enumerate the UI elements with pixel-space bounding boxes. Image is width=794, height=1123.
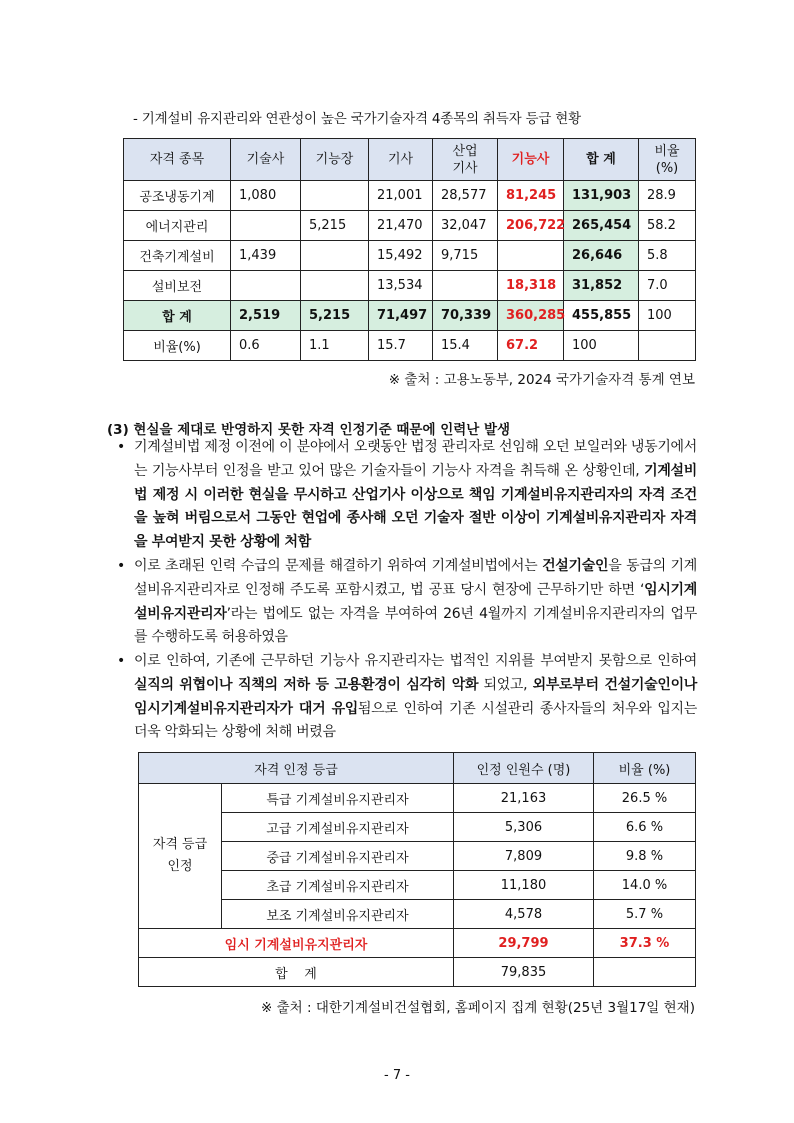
- cell-count: 11,180: [454, 871, 594, 900]
- bold-run: 임시기계설비유지관리자: [134, 581, 697, 622]
- cell-ratio: 5.8: [639, 241, 696, 271]
- bold-run: 건설기술인: [542, 558, 609, 574]
- bullet-paragraph-1: [117, 436, 697, 555]
- cell: 21,470: [369, 211, 433, 241]
- table-row: [139, 900, 696, 929]
- bullet-icon: •: [117, 439, 126, 455]
- table-header-row: [139, 753, 696, 784]
- cell-total: 131,903: [564, 181, 639, 211]
- header-cell: 비율 (%): [639, 139, 696, 181]
- cell-total: 265,454: [564, 211, 639, 241]
- cell: 0.6: [231, 331, 301, 361]
- bullet-paragraph-3: [117, 650, 697, 745]
- cell: [301, 181, 369, 211]
- header-cell: 기능사: [498, 139, 564, 181]
- table-row-temp: [139, 929, 696, 958]
- cell-ratio: 58.2: [639, 211, 696, 241]
- cell-grade: 초급 기계설비유지관리자: [222, 871, 454, 900]
- cell: 2,519: [231, 301, 301, 331]
- cell-count: 79,835: [454, 958, 594, 987]
- cell-highlight: 18,318: [498, 271, 564, 301]
- cell-count: 5,306: [454, 813, 594, 842]
- cell-highlight: [498, 241, 564, 271]
- cell: [231, 211, 301, 241]
- cell: 5,215: [301, 211, 369, 241]
- cell-total: 26,646: [564, 241, 639, 271]
- cell: 13,534: [369, 271, 433, 301]
- cell: 32,047: [433, 211, 498, 241]
- cell-ratio: 9.8 %: [594, 842, 696, 871]
- cell-ratio: 37.3 %: [594, 929, 696, 958]
- cell-highlight: 81,245: [498, 181, 564, 211]
- table-row: [124, 181, 696, 211]
- cell-grade: 고급 기계설비유지관리자: [222, 813, 454, 842]
- cell-ratio: [639, 331, 696, 361]
- table2-source: ※ 출처 : 대한기계설비건설협회, 홈페이지 집계 현황(25년 3월17일 현재): [261, 1000, 695, 1016]
- cell-name: 공조냉동기계: [124, 181, 231, 211]
- cell-ratio: 14.0 %: [594, 871, 696, 900]
- text-run: 이로 인하여, 기존에 근무하던 기능사 유지관리자는 법적인 지위를 부여받지 못함으로 인하여: [134, 653, 697, 669]
- cell-grade: 특급 기계설비유지관리자: [222, 784, 454, 813]
- cell-name: 비율(%): [124, 331, 231, 361]
- cell-ratio: 28.9: [639, 181, 696, 211]
- cell-total: 31,852: [564, 271, 639, 301]
- cell-ratio: [594, 958, 696, 987]
- header-cell: 기능장: [301, 139, 369, 181]
- text-run: 기계설비법 제정 이전에 이 분야에서 오랫동안 법정 관리자로 선임해 오던 보일러와 냉동기에서는 기능사부터 인정을 받고 있어 많은 기술자들이 기능사 자격을 취득해 온 상황인데,: [134, 439, 697, 479]
- bold-run: 외부로부터 건설기술인이나 임시기계설비유지관리자가 대거 유입: [134, 676, 698, 717]
- category-cell: 자격 등급 인정: [139, 784, 222, 929]
- header-cell: 산업 기사: [433, 139, 498, 181]
- cell-count: 29,799: [454, 929, 594, 958]
- table-header-row: [124, 139, 696, 181]
- cell: 71,497: [369, 301, 433, 331]
- bold-run: 기계설비법 제정 시 이러한 현실을 무시하고 산업기사 이상으로 책임 기계설비유지관리자의 자격 조건을 높혀 버림으로서 그동안 현업에 종사해 오던 기술자 절반 이상이 기계설비유지관리자 자격을 부여받지 못한 상황에 처함: [134, 462, 697, 551]
- cell: 15.7: [369, 331, 433, 361]
- page-number: - 7 -: [384, 1068, 410, 1083]
- cell-name: 건축기계설비: [124, 241, 231, 271]
- table-row: [124, 241, 696, 271]
- cell-count: 7,809: [454, 842, 594, 871]
- bullet-paragraph-2: [117, 555, 697, 650]
- text-run: 이로 초래된 인력 수급의 문제를 해결하기 위하여 기계설비법에서는: [134, 558, 543, 574]
- cell-count: 4,578: [454, 900, 594, 929]
- cell-ratio: 7.0: [639, 271, 696, 301]
- cell: 70,339: [433, 301, 498, 331]
- text-run: 을 동급의 기계설비유지관리자로 인정해 주도록 포함시켰고, 법 공표 당시 현장에 근무하기만 하면 ‘: [134, 558, 697, 598]
- cell-name: 에너지관리: [124, 211, 231, 241]
- header-cell: 비율 (%): [594, 753, 696, 784]
- text-run: 되었고,: [478, 676, 533, 693]
- header-cell: 자격 종목: [124, 139, 231, 181]
- cell-total: 100: [564, 331, 639, 361]
- table-row: [139, 813, 696, 842]
- header-cell: 기술사: [231, 139, 301, 181]
- manager-grade-table: [138, 752, 696, 987]
- cell: 1,080: [231, 181, 301, 211]
- cell-highlight: 206,722: [498, 211, 564, 241]
- cell: 28,577: [433, 181, 498, 211]
- cell-highlight: 67.2: [498, 331, 564, 361]
- bullet-icon: •: [117, 653, 126, 669]
- cell-name: 합 계: [124, 301, 231, 331]
- certification-holders-table: [123, 138, 696, 361]
- table-row: [124, 211, 696, 241]
- header-cell: 인정 인원수 (명): [454, 753, 594, 784]
- table-row: [124, 271, 696, 301]
- cell: 1.1: [301, 331, 369, 361]
- cell: 1,439: [231, 241, 301, 271]
- cell: 21,001: [369, 181, 433, 211]
- cell-grade: 임시 기계설비유지관리자: [139, 929, 454, 958]
- text-run: ’라는 법에도 없는 자격을 부여하여 26년 4월까지 기계설비유지관리자의 업무를 수행하도록 허용하였음: [134, 605, 697, 646]
- bold-run: 실직의 위협이나 직책의 저하 등 고용환경이 심각히 악화: [134, 676, 479, 693]
- cell-ratio: 6.6 %: [594, 813, 696, 842]
- cell: 15.4: [433, 331, 498, 361]
- header-cell: 자격 인정 등급: [139, 753, 454, 784]
- cell: 15,492: [369, 241, 433, 271]
- table1-caption: - 기계설비 유지관리와 연관성이 높은 국가기술자격 4종목의 취득자 등급 현황: [133, 111, 581, 127]
- cell: [301, 271, 369, 301]
- header-cell: 기사: [369, 139, 433, 181]
- table1-source: ※ 출처 : 고용노동부, 2024 국가기술자격 통계 연보: [388, 372, 695, 388]
- header-cell: 합 계: [564, 139, 639, 181]
- table-row: [139, 842, 696, 871]
- cell: 5,215: [301, 301, 369, 331]
- cell-total: 455,855: [564, 301, 639, 331]
- text-run: 됨으로 인하여 기존 시설관리 종사자들의 처우와 입지는 더욱 악화되는 상황에 처해 버렸음: [134, 700, 698, 741]
- cell-grade: 중급 기계설비유지관리자: [222, 842, 454, 871]
- bullet-icon: •: [117, 558, 126, 574]
- table-row: [139, 871, 696, 900]
- cell-ratio: 100: [639, 301, 696, 331]
- table-row: [139, 784, 696, 813]
- cell-count: 21,163: [454, 784, 594, 813]
- section-heading: (3) 현실을 제대로 반영하지 못한 자격 인정기준 때문에 인력난 발생: [107, 422, 511, 438]
- cell: 9,715: [433, 241, 498, 271]
- table-sum-row: [124, 301, 696, 331]
- cell-grade: 합 계: [139, 958, 454, 987]
- cell: [301, 241, 369, 271]
- table-total-row: [139, 958, 696, 987]
- cell-name: 설비보전: [124, 271, 231, 301]
- cell-grade: 보조 기계설비유지관리자: [222, 900, 454, 929]
- cell-highlight: 360,285: [498, 301, 564, 331]
- cell-ratio: 5.7 %: [594, 900, 696, 929]
- cell: [231, 271, 301, 301]
- table-ratio-row: [124, 331, 696, 361]
- cell: [433, 271, 498, 301]
- cell-ratio: 26.5 %: [594, 784, 696, 813]
